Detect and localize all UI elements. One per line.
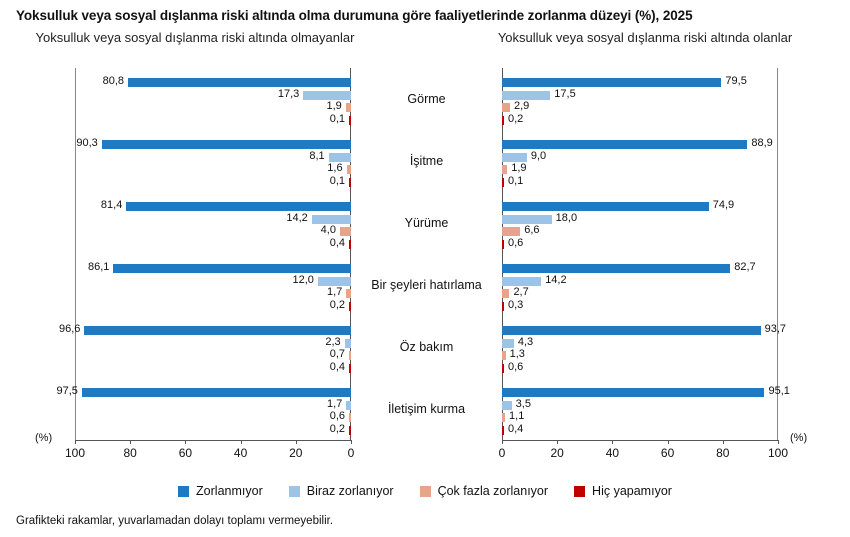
legend-swatch-icon — [289, 486, 300, 497]
bar-1 — [502, 91, 550, 100]
legend-label: Çok fazla zorlanıyor — [437, 484, 549, 498]
bar-3 — [349, 302, 351, 311]
bar-group — [502, 130, 778, 192]
bar-value-label: 0,6 — [508, 236, 524, 249]
bar-2 — [502, 289, 509, 298]
tick-label: 60 — [178, 446, 193, 460]
bar-3 — [502, 426, 504, 435]
bar-0 — [502, 140, 747, 149]
unit-label-right: (%) — [790, 432, 808, 444]
tick-mark — [557, 440, 558, 444]
legend-label: Zorlanmıyor — [196, 484, 263, 498]
bar-1 — [312, 215, 351, 224]
right-panel-title: Yoksulluk veya sosyal dışlanma riski altında olanlar — [497, 30, 793, 45]
bar-group — [58, 316, 351, 378]
footnote: Grafikteki rakamlar, yuvarlamadan dolayı toplamı vermeyebilir. — [16, 515, 334, 527]
bar-1 — [303, 91, 351, 100]
chart-legend — [0, 484, 850, 498]
bar-1 — [318, 277, 351, 286]
tick-mark — [75, 440, 76, 444]
bar-3 — [502, 302, 504, 311]
tick-mark — [778, 440, 779, 444]
bar-value-label: 0,1 — [329, 112, 345, 125]
left-chart-plot — [56, 68, 351, 440]
tick-mark — [296, 440, 297, 444]
tick-mark — [612, 440, 613, 444]
bar-2 — [502, 413, 505, 422]
bar-3 — [502, 364, 504, 373]
bar-value-label: 0,4 — [329, 360, 345, 373]
bar-value-label: 14,2 — [545, 273, 567, 286]
bar-value-label: 9,0 — [530, 149, 547, 162]
bar-value-label: 80,8 — [102, 75, 124, 87]
bar-value-label: 0,6 — [508, 360, 524, 373]
legend-item[interactable] — [574, 484, 672, 498]
bar-group — [75, 68, 351, 130]
bar-value-label: 8,1 — [309, 149, 325, 162]
bar-1 — [502, 339, 514, 348]
bar-value-label: 88,9 — [751, 137, 773, 149]
bar-value-label: 1,7 — [327, 397, 343, 410]
tick-mark — [723, 440, 724, 444]
bar-value-label: 1,6 — [327, 162, 343, 174]
tick-label: 20 — [289, 446, 303, 460]
tick-mark — [241, 440, 242, 444]
legend-item[interactable] — [289, 484, 394, 498]
bar-2 — [502, 103, 510, 112]
legend-swatch-icon — [574, 486, 585, 497]
bar-0 — [502, 326, 761, 335]
bar-3 — [349, 240, 351, 249]
bar-0 — [82, 388, 351, 397]
bar-value-label: 14,2 — [286, 211, 308, 224]
bar-value-label: 79,5 — [725, 75, 747, 87]
tick-label: 80 — [123, 446, 137, 460]
legend-swatch-icon — [420, 486, 431, 497]
bar-value-label: 74,9 — [712, 199, 735, 211]
page-title: Yoksulluk veya sosyal dışlanma riski altında olma durumuna göre faaliyetlerinde zorlanma düzeyi (%), 2025 — [16, 8, 693, 23]
bar-value-label: 0,4 — [508, 422, 524, 435]
bar-0 — [113, 264, 351, 273]
tick-label: 60 — [660, 446, 675, 460]
bar-0 — [102, 140, 351, 149]
tick-mark — [130, 440, 131, 444]
bar-3 — [349, 116, 351, 125]
bar-value-label: 3,5 — [515, 397, 531, 410]
legend-item[interactable] — [420, 484, 548, 498]
tick-label: 100 — [64, 446, 86, 460]
bar-group — [502, 68, 778, 130]
bar-value-label: 17,5 — [554, 87, 576, 100]
tick-label: 80 — [716, 446, 730, 460]
bar-value-label: 0,1 — [508, 174, 524, 187]
bar-value-label: 6,6 — [524, 224, 540, 236]
bar-group — [75, 130, 351, 192]
bar-group — [502, 254, 778, 316]
bar-value-label: 2,9 — [514, 100, 530, 112]
category-label: Öz bakım — [399, 340, 454, 354]
tick-label: 20 — [550, 446, 564, 460]
bar-group — [502, 378, 790, 440]
bar-3 — [502, 240, 504, 249]
bar-2 — [502, 351, 506, 360]
bar-2 — [340, 227, 351, 236]
bar-value-label: 97,5 — [56, 385, 78, 397]
bar-value-label: 0,6 — [329, 410, 345, 422]
bar-value-label: 0,2 — [329, 422, 345, 435]
tick-mark — [502, 440, 503, 444]
bar-2 — [502, 165, 507, 174]
bar-value-label: 1,9 — [511, 162, 527, 174]
bar-value-label: 95,1 — [768, 385, 790, 397]
bar-2 — [502, 227, 520, 236]
bar-value-label: 0,7 — [329, 348, 345, 360]
bar-value-label: 4,3 — [517, 335, 534, 348]
bar-0 — [128, 78, 351, 87]
bar-value-label: 2,7 — [513, 286, 529, 298]
bar-value-label: 0,1 — [329, 174, 345, 187]
legend-label: Biraz zorlanıyor — [306, 484, 394, 498]
tick-label: 100 — [767, 446, 789, 460]
tick-mark — [668, 440, 669, 444]
right-chart-plot — [502, 68, 790, 440]
bar-value-label: 0,3 — [508, 298, 524, 311]
bar-value-label: 4,0 — [320, 224, 336, 236]
tick-label: 0 — [498, 446, 506, 460]
tick-label: 40 — [233, 446, 248, 460]
tick-label: 0 — [347, 446, 355, 460]
bar-0 — [126, 202, 351, 211]
bar-value-label: 0,4 — [329, 236, 345, 249]
left-axis-line — [75, 440, 351, 441]
category-label: Yürüme — [404, 216, 449, 230]
bar-value-label: 81,4 — [100, 199, 123, 211]
bar-3 — [349, 364, 351, 373]
bar-value-label: 12,0 — [292, 273, 314, 286]
bar-value-label: 1,9 — [326, 100, 342, 112]
bar-value-label: 90,3 — [76, 137, 98, 149]
bar-0 — [502, 78, 721, 87]
category-label: Görme — [407, 92, 446, 106]
bar-value-label: 96,6 — [58, 323, 81, 335]
bar-value-label: 0,2 — [508, 112, 524, 125]
bar-value-label: 82,7 — [734, 261, 756, 273]
bar-group — [502, 192, 778, 254]
bar-group — [502, 316, 787, 378]
bar-1 — [502, 153, 527, 162]
bar-value-label: 0,2 — [329, 298, 345, 311]
tick-mark — [185, 440, 186, 444]
tick-mark — [351, 440, 352, 444]
legend-item[interactable] — [178, 484, 263, 498]
bar-group — [75, 192, 351, 254]
bar-value-label: 1,1 — [509, 410, 525, 422]
bar-1 — [502, 401, 512, 410]
legend-swatch-icon — [178, 486, 189, 497]
bar-0 — [502, 202, 709, 211]
right-axis-line — [502, 440, 778, 441]
bar-group — [75, 254, 351, 316]
bar-value-label: 1,7 — [327, 286, 343, 298]
bar-value-label: 86,1 — [87, 261, 110, 273]
category-label: İletişim kurma — [387, 402, 466, 416]
bar-group — [56, 378, 351, 440]
bar-value-label: 2,3 — [325, 335, 341, 348]
bar-0 — [84, 326, 351, 335]
bar-3 — [502, 178, 504, 187]
legend-label: Hiç yapamıyor — [592, 484, 672, 498]
bar-3 — [349, 426, 351, 435]
bar-3 — [502, 116, 504, 125]
category-label: Bir şeyleri hatırlama — [371, 278, 482, 292]
bar-value-label: 93,7 — [764, 323, 787, 335]
bar-1 — [502, 277, 541, 286]
tick-label: 40 — [605, 446, 620, 460]
bar-value-label: 1,3 — [509, 348, 525, 360]
bar-1 — [502, 215, 552, 224]
unit-label-left: (%) — [35, 432, 53, 444]
bar-3 — [349, 178, 351, 187]
left-panel-title: Yoksulluk veya sosyal dışlanma riski altında olmayanlar — [35, 30, 355, 45]
category-label: İşitme — [409, 154, 444, 168]
bar-0 — [502, 388, 764, 397]
bar-1 — [329, 153, 351, 162]
bar-value-label: 18,0 — [555, 211, 578, 224]
bar-0 — [502, 264, 730, 273]
bar-value-label: 17,3 — [277, 87, 300, 100]
